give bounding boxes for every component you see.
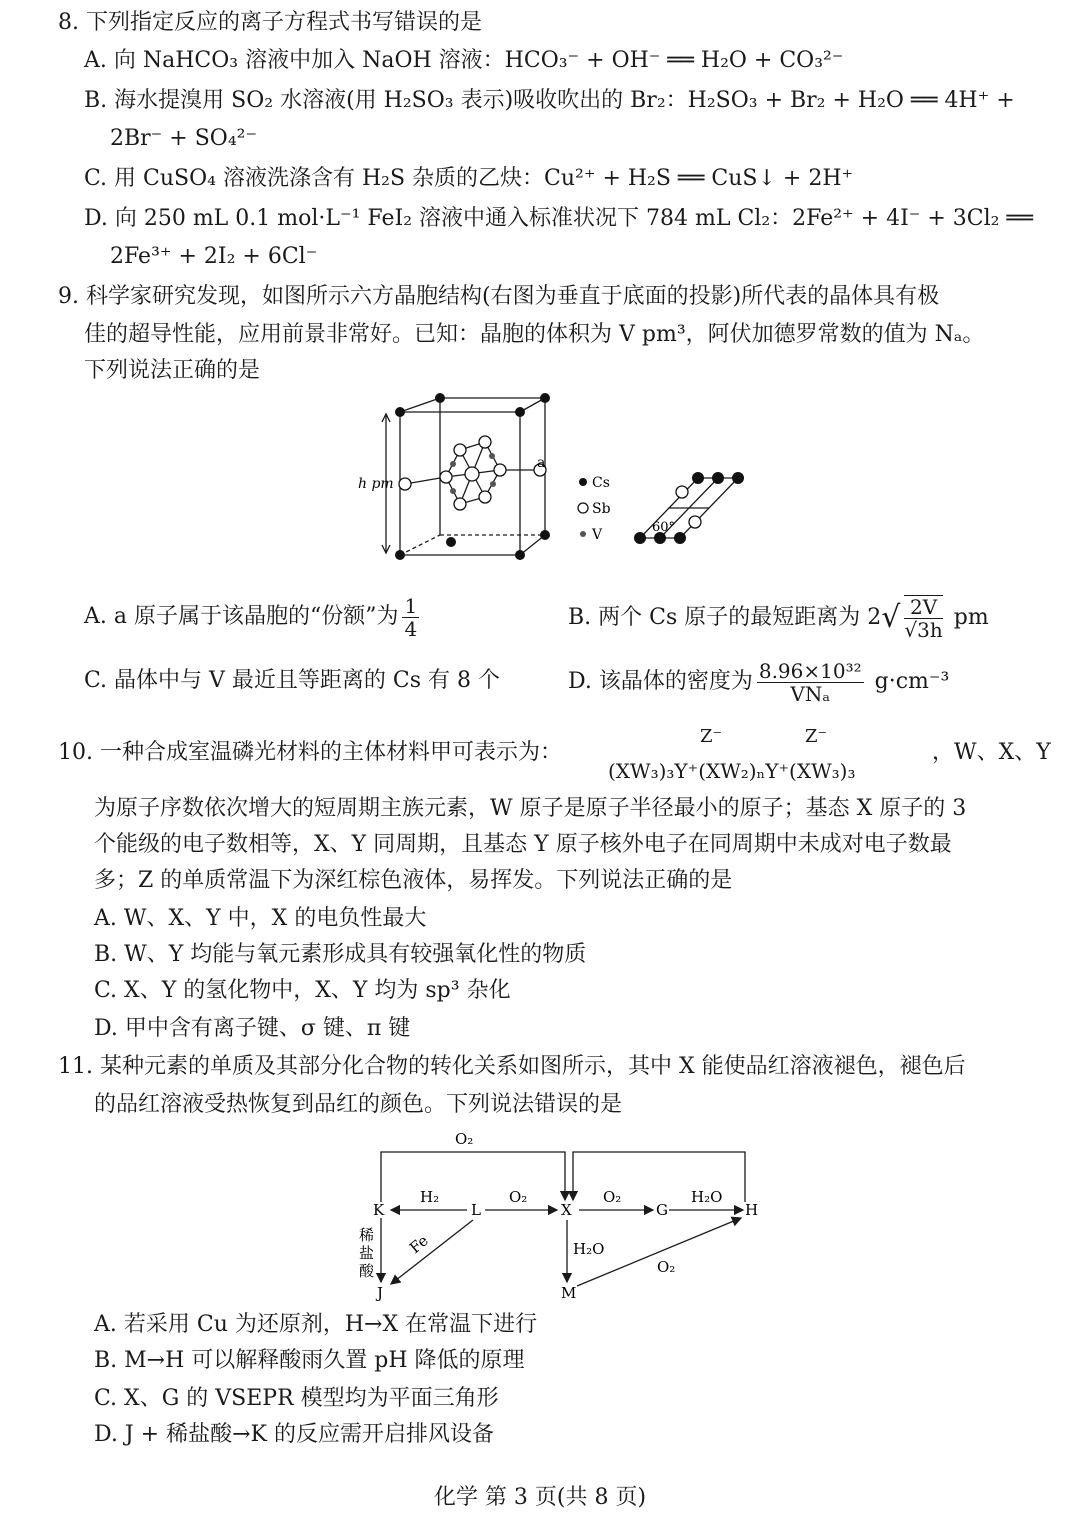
q10-option-a: A. W、X、Y 中，X 的电负性最大 (94, 906, 427, 931)
transformation-diagram (345, 1124, 765, 1304)
q9-b-den: √3h (904, 618, 943, 642)
q9-d-den: VNₐ (790, 681, 831, 706)
q9-a-fraction (402, 595, 419, 640)
label-o2-mh: O₂ (657, 1258, 676, 1276)
node-k: K (373, 1201, 385, 1219)
label-h2o-gh: H₂O (691, 1188, 723, 1206)
node-g: G (656, 1201, 668, 1219)
q9-stem-line2: 佳的超导性能，应用前景非常好。已知：晶胞的体积为 V pm³，阿伏加德罗常数的值为 Nₐ。 (84, 322, 985, 347)
q8-option-b-line2: 2Br⁻ + SO₄²⁻ (110, 126, 258, 151)
q11-stem-line2: 的品红溶液受热恢复到品红的颜色。下列说法错误的是 (94, 1092, 623, 1117)
label-acid-2: 盐 (359, 1244, 375, 1262)
q11-option-b: B. M→H 可以解释酸雨久置 pH 降低的原理 (94, 1348, 525, 1373)
q10-line3: 个能级的电子数相等，X、Y 同周期，且基态 Y 原子核外电子在同周期中未成对电子数最 (94, 832, 952, 857)
q10-option-d: D. 甲中含有离子键、σ 键、π 键 (94, 1016, 411, 1041)
q9-d-num: 8.96×10³² (758, 658, 862, 683)
node-m: M (561, 1284, 577, 1302)
legend-v: V (592, 527, 603, 543)
label-o2-top: O₂ (455, 1130, 474, 1148)
q10-z2: Z⁻ (805, 726, 828, 747)
q10-formula: (XW₃)₃Y⁺(XW₂)ₙY⁺(XW₃)₃ (608, 759, 856, 783)
q8-option-c: C. 用 CuSO₄ 溶液洗涤含有 H₂S 杂质的乙炔：Cu²⁺ + H₂S ══ CuS↓ + 2H⁺ (84, 166, 854, 191)
a-label: a (537, 455, 546, 471)
q8-option-a: A. 向 NaHCO₃ 溶液中加入 NaOH 溶液：HCO₃⁻ + OH⁻ ══ H₂O + CO₃²⁻ (84, 48, 844, 73)
node-x: X (561, 1201, 572, 1219)
label-acid-3: 酸 (359, 1262, 375, 1280)
q9-option-c: C. 晶体中与 V 最近且等距离的 Cs 有 8 个 (84, 668, 501, 693)
label-h2o-xm: H₂O (573, 1240, 605, 1258)
q8-option-b-line1: B. 海水提溴用 SO₂ 水溶液(用 H₂SO₃ 表示)吸收吹出的 Br₂：H₂SO₃ + Br₂ + H₂O ══ 4H⁺ + (84, 88, 1015, 113)
q11-option-a: A. 若采用 Cu 为还原剂，H→X 在常温下进行 (94, 1312, 538, 1337)
q9-b-num: 2V (904, 596, 942, 619)
node-h: H (745, 1201, 759, 1219)
q9-b-unit: pm (953, 605, 989, 630)
q9-option-d (568, 656, 949, 708)
q9-d-unit: g·cm⁻³ (874, 669, 950, 694)
q8-stem: 8. 下列指定反应的离子方程式书写错误的是 (58, 10, 482, 35)
q10-z1: Z⁻ (700, 726, 723, 747)
legend-sb: Sb (592, 501, 611, 517)
q9-stem-line1: 9. 科学家研究发现，如图所示六方晶胞结构(右图为垂直于底面的投影)所代表的晶体具有极 (58, 284, 940, 309)
q10-line2: 为原子序数依次增大的短周期主族元素，W 原子是原子半径最小的原子；基态 X 原子的 3 (94, 796, 967, 821)
node-j: J (377, 1284, 384, 1302)
q11-option-c: C. X、G 的 VSEPR 模型均为平面三角形 (94, 1386, 499, 1411)
h-label: h pm (358, 476, 394, 492)
q9-a-den: 4 (404, 616, 418, 641)
q9-option-b (568, 590, 989, 646)
q9-a-text: A. a 原子属于该晶胞的“份额”为 (84, 604, 399, 629)
label-acid-1: 稀 (359, 1226, 375, 1244)
q8-option-d-line2: 2Fe³⁺ + 2I₂ + 6Cl⁻ (110, 244, 318, 269)
q9-option-a (84, 592, 423, 642)
q10-option-c: C. X、Y 的氢化物中，X、Y 均为 sp³ 杂化 (94, 978, 511, 1003)
label-o2-xg: O₂ (603, 1188, 622, 1206)
label-h2: H₂ (420, 1188, 440, 1206)
q9-b-text: B. 两个 Cs 原子的最短距离为 2 (568, 605, 882, 630)
q9-b-fraction (904, 595, 942, 641)
q11-stem-line1: 11. 某种元素的单质及其部分化合物的转化关系如图所示，其中 X 能使品红溶液褪色，褪色后 (58, 1054, 966, 1079)
node-l: L (471, 1201, 481, 1219)
q9-stem-line3: 下列说法正确的是 (84, 358, 261, 383)
angle-label: 60° (652, 520, 676, 535)
q10-stem-post: ，W、X、Y (932, 740, 1051, 765)
q11-option-d: D. J + 稀盐酸→K 的反应需开启排风设备 (94, 1422, 494, 1447)
q9-d-text: D. 该晶体的密度为 (568, 669, 753, 694)
crystal-cell-figure (350, 392, 770, 572)
q10-option-b: B. W、Y 均能与氧元素形成具有较强氧化性的物质 (94, 942, 587, 967)
q9-d-fraction (757, 660, 864, 705)
q8-option-d-line1: D. 向 250 mL 0.1 mol·L⁻¹ FeI₂ 溶液中通入标准状况下 784 mL Cl₂：2Fe²⁺ + 4I⁻ + 3Cl₂ ══ (84, 206, 1033, 231)
legend-cs: Cs (592, 475, 610, 491)
q9-a-num: 1 (404, 593, 418, 618)
q10-stem-pre: 10. 一种合成室温磷光材料的主体材料甲可表示为： (58, 740, 562, 765)
label-fe: Fe (406, 1231, 432, 1258)
sqrt-sign: √ (881, 600, 901, 635)
q10-line4: 多；Z 的单质常温下为深红棕色液体，易挥发。下列说法正确的是 (94, 868, 733, 893)
page-footer: 化学 第 3 页(共 8 页) (433, 1485, 647, 1510)
label-o2-lx: O₂ (509, 1188, 528, 1206)
